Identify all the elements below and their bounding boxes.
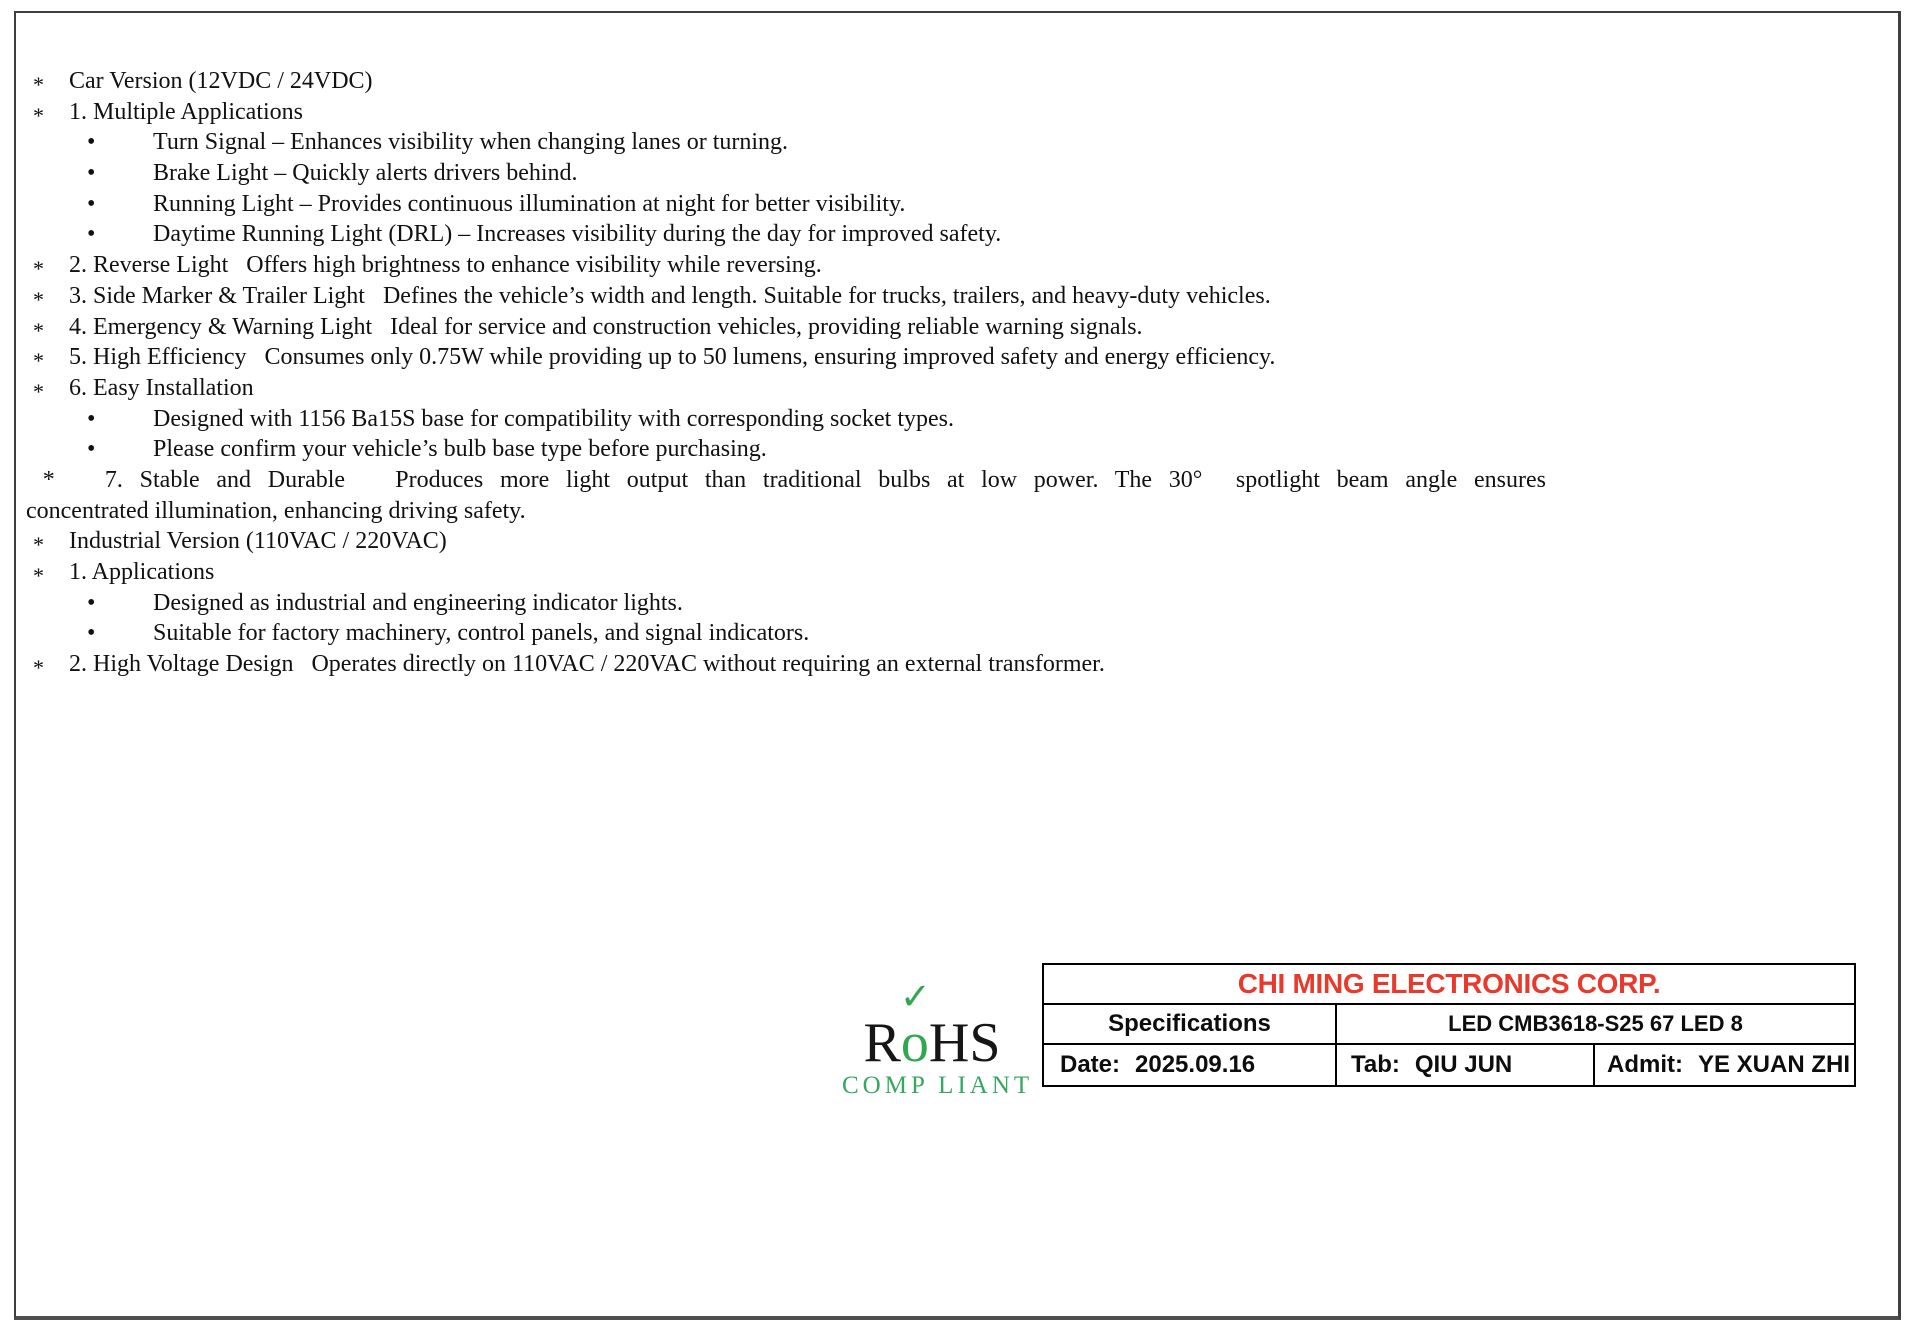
star-bullet: * [33,378,44,404]
dot-bullet: • [87,405,96,432]
feature-text: Brake Light – Quickly alerts drivers behind. [153,160,578,187]
feature-text: Car Version (12VDC / 24VDC) [69,68,373,94]
dot-bullet: • [87,436,96,463]
feature-line [16,127,1898,158]
tab-value: QIU JUN [1414,1051,1513,1078]
page-border [14,11,1901,1320]
feature-text: Designed as industrial and engineering indicator lights. [153,589,683,616]
feature-text: * 7. Stable and Durable Produces more light output than traditional bulbs at low power. The 30° spotlight beam angle ensures [26,466,1546,493]
dot-bullet: • [87,620,96,647]
feature-text: Industrial Version (110VAC / 220VAC) [69,528,447,555]
feature-text: Turn Signal – Enhances visibility when changing lanes or turning. [153,129,789,156]
feature-line [16,312,1898,343]
star-bullet: * [33,655,44,681]
feature-line [16,219,1898,250]
feature-text: Running Light – Provides continuous illumination at night for better visibility. [153,190,906,217]
feature-text: 5. High Efficiency Consumes only 0.75W while providing up to 50 lumens, ensuring improved safety and energy efficiency. [69,344,1276,371]
star-bullet: * [33,286,44,312]
feature-text: 3. Side Marker & Trailer Light Defines the vehicle’s width and length. Suitable for trucks, trailers, and heavy-duty vehicles. [69,282,1271,309]
title-block-table [1042,963,1856,1087]
date-value: 2025.09.16 [1135,1051,1256,1078]
feature-text: Suitable for factory machinery, control panels, and signal indicators. [153,620,810,647]
star-bullet: * [33,102,44,128]
feature-text: 2. High Voltage Design Operates directly on 110VAC / 220VAC without requiring an external transformer. [69,651,1105,678]
dot-bullet: • [87,129,96,156]
feature-line [16,557,1898,588]
rohs-letter-o [899,975,931,1074]
rohs-logo [842,975,1034,1099]
feature-text: Designed with 1156 Ba15S base for compatibility with corresponding socket types. [153,405,954,432]
date-label: Date: [1060,1051,1121,1078]
spec-label: Specifications [1108,1010,1271,1037]
feature-line [16,618,1898,649]
tab-cell [1337,1045,1595,1085]
feature-line [16,404,1898,435]
feature-text: concentrated illumination, enhancing driving safety. [26,497,526,524]
rohs-compliant-label: COMP LIANT [842,1072,1034,1099]
star-bullet: * [33,317,44,343]
feature-text: 1. Applications [69,559,215,585]
feature-line [16,250,1898,281]
feature-line [16,281,1898,312]
rohs-letter-r: R [863,1012,901,1074]
admit-cell [1595,1045,1854,1085]
feature-line [16,649,1898,680]
feature-line [16,97,1898,128]
spec-row [1044,1005,1854,1045]
feature-line [16,158,1898,189]
feature-line [16,373,1898,404]
model-number: LED CMB3618-S25 67 LED 8 [1448,1011,1743,1036]
feature-text: 2. Reverse Light Offers high brightness to enhance visibility while reversing. [69,252,822,279]
spec-label-cell [1044,1005,1337,1043]
company-name: CHI MING ELECTRONICS CORP. [1237,968,1661,999]
feature-line [26,465,1546,496]
star-bullet: * [33,532,44,558]
dot-bullet: • [87,190,96,217]
feature-line [16,189,1898,220]
admit-value: YE XUAN ZHI [1697,1051,1850,1078]
feature-text: 4. Emergency & Warning Light Ideal for service and construction vehicles, providing reliable warning signals. [69,313,1143,340]
dot-bullet: • [87,221,96,248]
feature-text: 6. Easy Installation [69,374,254,401]
star-bullet: * [33,563,44,588]
tab-label: Tab: [1351,1051,1400,1078]
checkmark-icon: ✓ [899,975,931,1018]
feature-text: Please confirm your vehicle’s bulb base type before purchasing. [153,436,767,463]
feature-line [16,496,1898,527]
star-bullet: * [33,256,44,282]
rohs-letter-o-glyph: o [900,1012,929,1074]
company-header-row [1044,965,1854,1005]
feature-list [16,66,1898,680]
admit-label: Admit: [1607,1051,1683,1078]
rohs-wordmark [863,975,1001,1074]
meta-row [1044,1045,1854,1085]
feature-line [16,434,1898,465]
feature-text: 1. Multiple Applications [69,98,303,125]
model-cell [1337,1005,1854,1043]
star-bullet: * [33,72,44,97]
dot-bullet: • [87,160,96,187]
rohs-letters-hs: HS [928,1012,1001,1074]
feature-line [16,66,1898,97]
star-bullet: * [33,348,44,374]
date-cell [1044,1045,1337,1085]
dot-bullet: • [87,589,96,616]
feature-line [16,342,1898,373]
feature-line [16,588,1898,619]
feature-line [16,526,1898,557]
feature-text: Daytime Running Light (DRL) – Increases visibility during the day for improved safety. [153,221,1002,248]
